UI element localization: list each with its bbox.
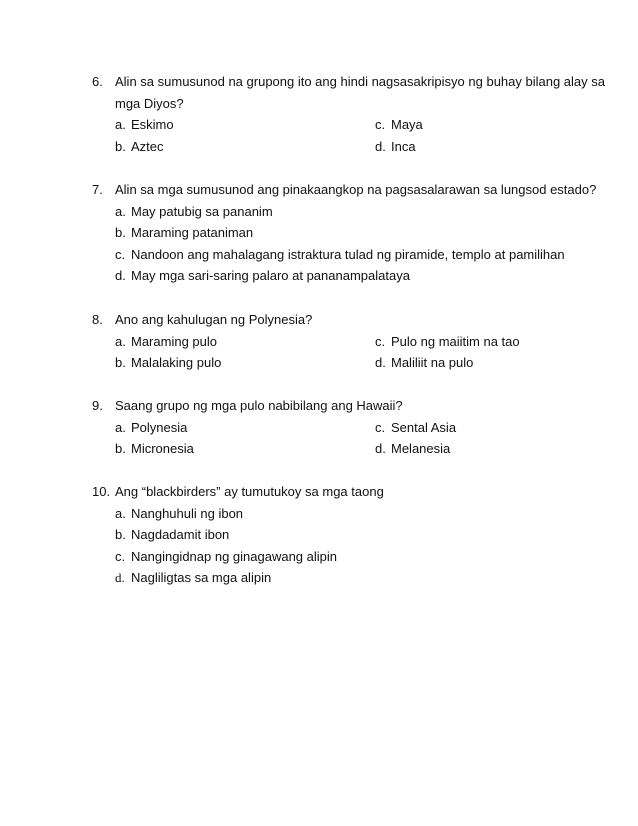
question-7-line-1 — [92, 179, 602, 201]
option-text: Nagdadamit ibon — [131, 527, 230, 542]
option-letter: b. — [115, 441, 126, 456]
option-c — [115, 244, 565, 266]
option-letter: a. — [115, 117, 126, 132]
option-letter: c. — [375, 333, 386, 349]
question-7 — [92, 179, 602, 287]
question-8 — [92, 309, 602, 374]
option-row — [92, 524, 602, 546]
option-text: Polynesia — [131, 419, 188, 435]
option-row — [92, 265, 602, 287]
option-letter: c. — [115, 548, 126, 564]
option-letter: d. — [115, 268, 126, 283]
option-letter: c. — [375, 117, 386, 132]
option-letter: d. — [375, 138, 386, 154]
question-10-line-1 — [92, 481, 602, 503]
option-letter: a. — [115, 505, 126, 521]
option-letter: a. — [115, 333, 126, 349]
option-row — [92, 136, 602, 158]
question-6 — [92, 71, 605, 157]
option-b — [115, 438, 194, 460]
option-letter: a. — [115, 203, 126, 219]
option-letter: b. — [115, 527, 126, 542]
option-letter: d. — [375, 441, 386, 456]
option-text: Nandoon ang mahalagang istraktura tulad ng piramide, templo at pamilihan — [131, 246, 565, 262]
option-row — [92, 114, 602, 136]
question-8-line-1 — [92, 309, 602, 331]
option-d — [115, 567, 271, 589]
option-letter: b. — [115, 355, 126, 370]
question-10 — [92, 481, 602, 589]
option-letter: c. — [375, 419, 386, 435]
option-b — [115, 136, 164, 158]
option-text: Maraming pulo — [131, 333, 217, 349]
option-row — [92, 503, 602, 525]
option-b — [115, 222, 253, 244]
option-a — [115, 503, 243, 525]
option-c — [375, 417, 456, 439]
option-text: Inca — [391, 138, 416, 154]
option-letter: b. — [115, 138, 126, 154]
option-text: Malalaking pulo — [131, 355, 222, 370]
option-row — [92, 417, 602, 439]
option-text: May patubig sa pananim — [131, 203, 273, 219]
question-number: 9. — [92, 398, 103, 413]
option-b — [115, 524, 229, 546]
option-text: Sental Asia — [391, 419, 457, 435]
question-text: Ano ang kahulugan ng Polynesia? — [115, 312, 313, 327]
option-d — [375, 438, 450, 460]
option-c — [115, 546, 337, 568]
option-letter: b. — [115, 225, 126, 240]
option-text: Pulo ng maiitim na tao — [391, 333, 520, 349]
option-d — [375, 352, 473, 374]
question-number: 6. — [92, 74, 103, 89]
option-row — [92, 331, 602, 353]
option-letter: d. — [115, 570, 125, 585]
question-number: 10. — [92, 484, 111, 499]
option-text: Micronesia — [131, 441, 194, 456]
option-text: Maraming pataniman — [131, 225, 254, 240]
question-text: Alin sa sumusunod na grupong ito ang hindi nagsasakripisyo ng buhay bilang alay sa — [115, 74, 605, 89]
option-text: Nangingidnap ng ginagawang alipin — [131, 548, 338, 564]
option-letter: c. — [115, 246, 126, 262]
option-a — [115, 331, 217, 353]
option-text: Maliliit na pulo — [391, 355, 474, 370]
question-text: Ang “blackbirders” ay tumutukoy sa mga taong — [115, 484, 384, 499]
option-row — [92, 546, 602, 568]
option-letter: d. — [375, 355, 386, 370]
option-row — [92, 352, 602, 374]
option-letter: a. — [115, 419, 126, 435]
option-row — [92, 201, 602, 223]
option-a — [115, 114, 174, 136]
option-text: Melanesia — [391, 441, 451, 456]
option-text: Maya — [391, 117, 423, 132]
option-d — [115, 265, 410, 287]
question-text-continued: mga Diyos? — [115, 95, 184, 111]
question-number: 8. — [92, 312, 103, 327]
question-text: Saang grupo ng mga pulo nabibilang ang Hawaii? — [115, 398, 403, 413]
option-row — [92, 438, 602, 460]
question-text: Alin sa mga sumusunod ang pinakaangkop na pagsasalarawan sa lungsod estado? — [115, 182, 597, 197]
option-a — [115, 417, 187, 439]
option-a — [115, 201, 273, 223]
option-text: May mga sari-saring palaro at pananampalataya — [131, 268, 410, 283]
option-d — [375, 136, 416, 158]
option-c — [375, 331, 520, 353]
option-text: Nanghuhuli ng ibon — [131, 505, 244, 521]
option-text: Eskimo — [131, 117, 174, 132]
question-number: 7. — [92, 182, 103, 197]
question-6-line-1 — [92, 71, 605, 93]
question-6-line-2 — [92, 93, 602, 115]
question-9-line-1 — [92, 395, 602, 417]
option-b — [115, 352, 221, 374]
option-text: Aztec — [131, 138, 164, 154]
option-row — [92, 244, 602, 266]
option-c — [375, 114, 423, 136]
option-row — [92, 222, 602, 244]
option-row — [92, 567, 602, 589]
option-text: Nagliligtas sa mga alipin — [131, 570, 272, 585]
question-9 — [92, 395, 602, 460]
